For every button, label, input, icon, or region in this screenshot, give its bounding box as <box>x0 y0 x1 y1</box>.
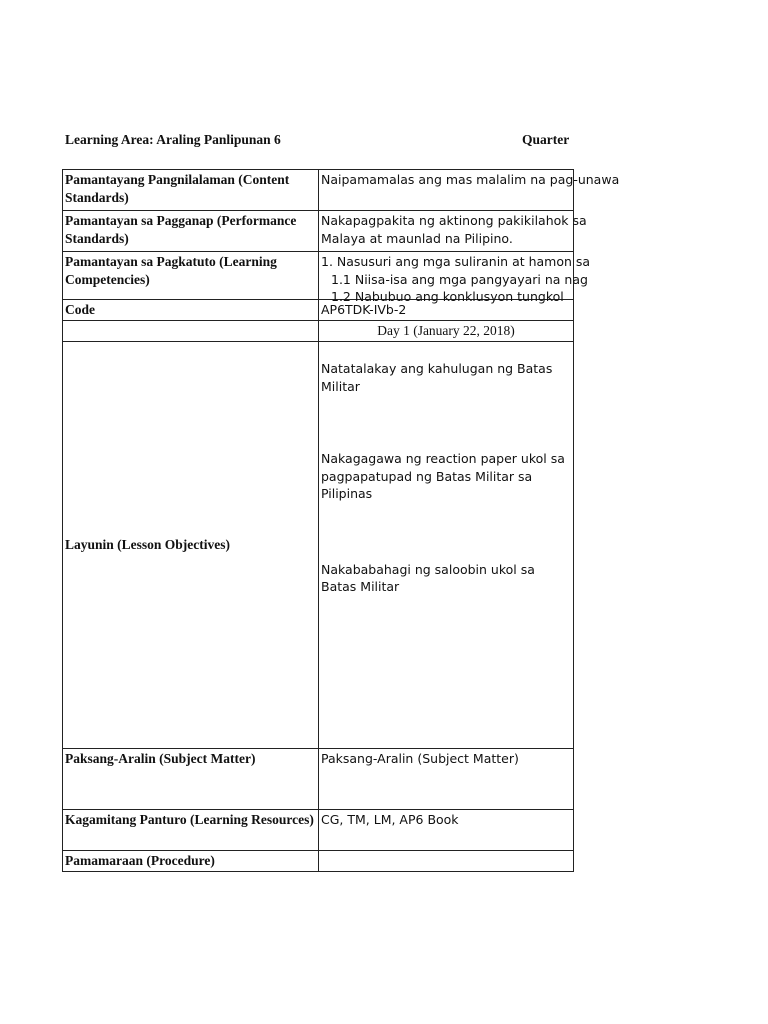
lesson-objectives-value <box>319 342 574 749</box>
table-row <box>63 851 574 872</box>
lesson-objectives-label: Layunin (Lesson Objectives) <box>63 342 319 749</box>
table-row <box>63 342 574 749</box>
learning-competencies-line2: 1.1 Niisa-isa ang mga pangyayari na nag <box>331 271 588 287</box>
learning-competencies-line3: 1.2 Nabubuo ang konklusyon tungkol <box>331 289 564 304</box>
subject-matter-label: Paksang-Aralin (Subject Matter) <box>63 749 319 810</box>
procedure-value <box>319 851 574 872</box>
table-row <box>63 749 574 810</box>
learning-resources-label: Kagamitang Panturo (Learning Resources) <box>63 810 319 851</box>
learning-area-heading: Learning Area: Araling Panlipunan 6 <box>65 132 281 147</box>
objective-item: Natatalakay ang kahulugan ng Batas Militar <box>321 361 553 394</box>
table-row <box>63 252 574 300</box>
learning-competencies-value <box>319 252 591 304</box>
code-label: Code <box>63 300 319 321</box>
procedure-label: Pamamaraan (Procedure) <box>63 851 319 872</box>
performance-standards-label: Pamantayan sa Pagganap (Performance Standards) <box>63 211 319 252</box>
empty-label-cell <box>63 321 319 342</box>
quarter-heading: Quarter <box>522 132 570 147</box>
table-row <box>63 170 574 211</box>
performance-standards-value <box>319 211 587 252</box>
performance-standards-line1: Nakapagpakita ng aktinong pakikilahok sa <box>321 213 587 228</box>
learning-competencies-label: Pamantayan sa Pagkatuto (Learning Competencies) <box>63 252 319 300</box>
table-row <box>63 211 574 252</box>
code-value: AP6TDK-IVb-2 <box>319 300 574 321</box>
day-heading: Day 1 (January 22, 2018) <box>319 321 574 342</box>
lesson-plan-table <box>62 169 620 872</box>
learning-competencies-line1: 1. Nasusuri ang mga suliranin at hamon sa <box>321 254 591 269</box>
performance-standards-line2: Malaya at maunlad na Pilipino. <box>321 230 513 246</box>
content-standards-label: Pamantayang Pangnilalaman (Content Standards) <box>63 170 319 211</box>
learning-resources-value: CG, TM, LM, AP6 Book <box>319 810 574 851</box>
subject-matter-value: Paksang-Aralin (Subject Matter) <box>319 749 574 810</box>
content-standards-value <box>319 170 620 211</box>
content-standards-text: Naipamamalas ang mas malalim na pag-unawa <box>321 172 620 187</box>
objective-item: Nakababahagi ng saloobin ukol sa Batas Militar <box>321 561 535 594</box>
objective-item: Nakagagawa ng reaction paper ukol sa pagpapatupad ng Batas Militar sa Pilipinas <box>321 451 565 501</box>
table-row <box>63 321 574 342</box>
table-row <box>63 810 574 851</box>
